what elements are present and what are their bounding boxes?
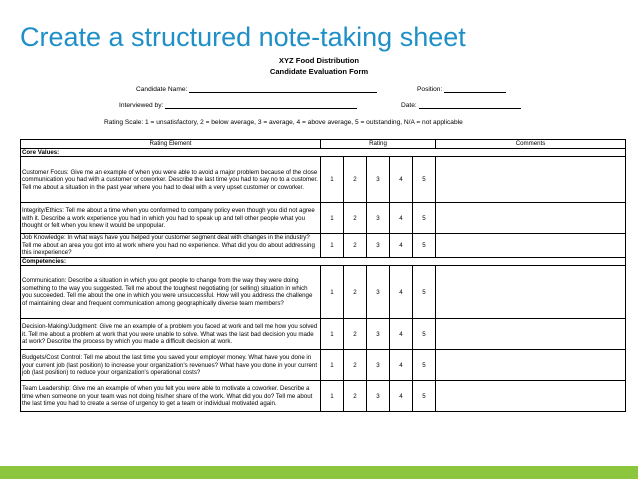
rating-5[interactable]: 5	[413, 203, 436, 234]
position-field[interactable]	[444, 85, 506, 93]
question-text: Team Leadership: Give me an example of when you felt you were able to motivate a coworker. Describe a time when someone on your team was not doing his/her share of the work. What did you do? Tell me about the last time you had to create a sense of urgency to get a team or individual motivated again.	[21, 381, 321, 412]
rating-4[interactable]: 4	[390, 319, 413, 350]
form-title: Candidate Evaluation Form	[269, 67, 369, 76]
rating-1[interactable]: 1	[321, 234, 344, 257]
rating-3[interactable]: 3	[367, 266, 390, 319]
table-row	[21, 319, 626, 350]
rating-1[interactable]: 1	[321, 319, 344, 350]
evaluation-table	[20, 139, 626, 412]
table-row	[21, 266, 626, 319]
question-text: Budgets/Cost Control: Tell me about the last time you saved your employer money. What have you done in your current job (last position) to increase your organization's revenues? What have you done in your current job (last position) to reduce your organization's operational costs?	[21, 350, 321, 381]
comments-cell[interactable]	[436, 381, 626, 412]
interviewed-by-label: Interviewed by:	[119, 102, 164, 109]
comments-cell[interactable]	[436, 234, 626, 257]
section-row	[21, 149, 626, 157]
rating-3[interactable]: 3	[367, 381, 390, 412]
rating-1[interactable]: 1	[321, 266, 344, 319]
rating-4[interactable]: 4	[390, 381, 413, 412]
rating-1[interactable]: 1	[321, 157, 344, 203]
company-name: XYZ Food Distribution	[278, 56, 360, 65]
comments-cell[interactable]	[436, 350, 626, 381]
header-rating: Rating	[321, 140, 436, 149]
interviewed-by-field[interactable]	[165, 101, 357, 109]
rating-3[interactable]: 3	[367, 350, 390, 381]
candidate-name-row	[136, 85, 377, 93]
header-rating-element: Rating Element	[21, 140, 321, 149]
rating-4[interactable]: 4	[390, 157, 413, 203]
table-row	[21, 381, 626, 412]
question-text: Job Knowledge: In what ways have you helped your customer segment deal with changes in the industry? Tell me about an area you got into at work where you had no experience. What did you do about addressing this inexperience?	[21, 234, 321, 257]
question-text: Decision-Making/Judgment: Give me an example of a problem you faced at work and tell me how you solved it. Tell me about a problem at work that you were unable to solve. What was the last bad decision you made at work? Describe the process by which you made a difficult decision at work.	[21, 319, 321, 350]
section-title: Core Values:	[21, 149, 626, 157]
rating-2[interactable]: 2	[344, 350, 367, 381]
candidate-name-label: Candidate Name:	[136, 86, 188, 93]
comments-cell[interactable]	[436, 157, 626, 203]
rating-4[interactable]: 4	[390, 203, 413, 234]
rating-3[interactable]: 3	[367, 203, 390, 234]
slide-title: Create a structured note-taking sheet	[20, 22, 466, 52]
rating-scale: Rating Scale: 1 = unsatisfactory, 2 = below average, 3 = average, 4 = above average, 5 = outstanding, N/A = not applicable	[104, 119, 463, 126]
comments-cell[interactable]	[436, 203, 626, 234]
date-row	[401, 101, 521, 109]
rating-4[interactable]: 4	[390, 234, 413, 257]
rating-2[interactable]: 2	[344, 381, 367, 412]
rating-2[interactable]: 2	[344, 234, 367, 257]
question-text: Integrity/Ethics: Tell me about a time when you conformed to company policy even though you did not agree with it. Describe a work experience you had in which you had to speak up and tell other people what you thought or felt when you knew it would be unpopular.	[21, 203, 321, 234]
header-comments: Comments	[436, 140, 626, 149]
position-label: Position:	[417, 86, 443, 93]
question-text: Customer Focus: Give me an example of when you were able to avoid a major problem because of the close communication you had with a customer or coworker. Describe the last time you had to say no to a customer. Tell me about a situation in the past year where you had to deal with a very upset customer or coworker.	[21, 157, 321, 203]
table-header-row	[21, 140, 626, 149]
table-row	[21, 350, 626, 381]
rating-5[interactable]: 5	[413, 350, 436, 381]
rating-2[interactable]: 2	[344, 157, 367, 203]
section-row	[21, 257, 626, 265]
candidate-name-field[interactable]	[189, 85, 377, 93]
table-row	[21, 157, 626, 203]
rating-5[interactable]: 5	[413, 381, 436, 412]
question-text: Communication: Describe a situation in which you got people to change from the way they were doing something to the way you suggested. Tell me about the toughest negotiating (or selling) situation in which you succeeded. Tell me about the one in which you were unsuccessful. How will you address the challenge of maintaining clear and frequent communication among geographically diverse team members?	[21, 266, 321, 319]
table-row	[21, 234, 626, 257]
comments-cell[interactable]	[436, 266, 626, 319]
rating-2[interactable]: 2	[344, 266, 367, 319]
rating-3[interactable]: 3	[367, 157, 390, 203]
rating-5[interactable]: 5	[413, 234, 436, 257]
rating-1[interactable]: 1	[321, 350, 344, 381]
date-label: Date:	[401, 102, 417, 109]
rating-5[interactable]: 5	[413, 266, 436, 319]
rating-1[interactable]: 1	[321, 203, 344, 234]
rating-1[interactable]: 1	[321, 381, 344, 412]
rating-5[interactable]: 5	[413, 319, 436, 350]
rating-4[interactable]: 4	[390, 350, 413, 381]
rating-2[interactable]: 2	[344, 319, 367, 350]
interviewed-by-row	[119, 101, 357, 109]
section-title: Competencies:	[21, 257, 626, 265]
rating-3[interactable]: 3	[367, 234, 390, 257]
rating-3[interactable]: 3	[367, 319, 390, 350]
date-field[interactable]	[419, 101, 521, 109]
position-row	[417, 85, 506, 93]
rating-4[interactable]: 4	[390, 266, 413, 319]
rating-2[interactable]: 2	[344, 203, 367, 234]
bottom-accent-bar	[0, 466, 638, 479]
rating-5[interactable]: 5	[413, 157, 436, 203]
comments-cell[interactable]	[436, 319, 626, 350]
table-row	[21, 203, 626, 234]
